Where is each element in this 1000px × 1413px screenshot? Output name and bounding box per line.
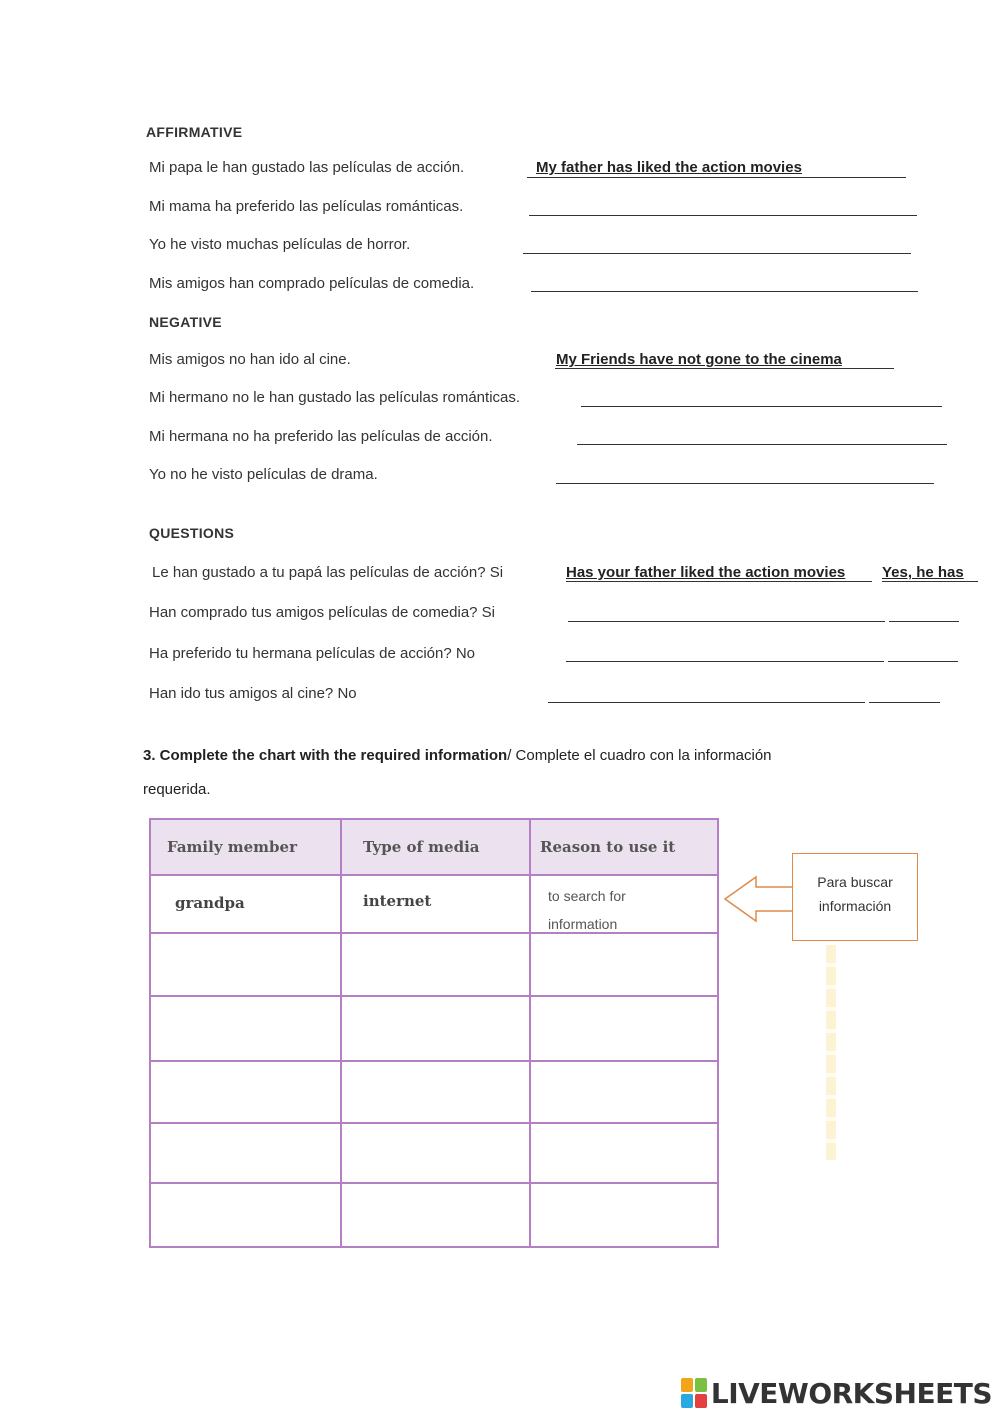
affirmative-heading: AFFIRMATIVE (146, 124, 243, 140)
left-arrow-icon (722, 875, 796, 923)
questions-heading: QUESTIONS (149, 525, 235, 541)
negative-sentence-2: Mi hermano no le han gustado las películas románticas. (149, 389, 521, 406)
question-answer-field-4[interactable] (548, 684, 865, 703)
callout-box (792, 853, 918, 941)
negative-answer-field-4[interactable] (556, 465, 934, 484)
affirmative-answer-field-3[interactable] (523, 235, 911, 254)
callout-line2: información (818, 898, 892, 914)
chart-header-reason: Reason to use it (540, 838, 676, 856)
negative-sentence-1: Mis amigos no han ido al cine. (149, 351, 351, 368)
chart-header-family-member: Family member (167, 838, 297, 856)
chart-row-divider (151, 1182, 717, 1184)
question-short-field-3[interactable] (888, 643, 958, 662)
chart-example-reason-line2: information (548, 916, 618, 932)
question-short-field-4[interactable] (869, 684, 940, 703)
negative-answer-field-2[interactable] (581, 388, 942, 407)
negative-sentence-3: Mi hermana no ha preferido las películas de acción. (149, 428, 493, 445)
chart-row-divider (151, 932, 717, 934)
chart-header-type-of-media: Type of media (363, 838, 480, 856)
question-short-field-2[interactable] (889, 603, 959, 622)
decorative-dashed-column (826, 945, 836, 1160)
family-media-chart (149, 818, 719, 1248)
question-sentence-2: Han comprado tus amigos películas de comedia? Si (149, 604, 496, 621)
question-answer-field-3[interactable] (566, 643, 884, 662)
question-sentence-4: Han ido tus amigos al cine? No (149, 685, 357, 702)
negative-sentence-4: Yo no he visto películas de drama. (149, 466, 378, 483)
chart-row-divider (151, 1060, 717, 1062)
liveworksheets-logo-text: LIVEWORKSHEETS (710, 1376, 992, 1410)
affirmative-answer-1: My father has liked the action movies (536, 159, 802, 176)
task3-instruction-bold: 3. Complete the chart with the required information (143, 747, 508, 764)
liveworksheets-logo-icon (681, 1378, 707, 1408)
chart-example-member: grandpa (175, 894, 245, 912)
affirmative-sentence-4: Mis amigos han comprado películas de comedia. (149, 275, 475, 292)
chart-row-divider (151, 874, 717, 876)
affirmative-answer-field-2[interactable] (529, 197, 917, 216)
question-short-answer-1: Yes, he has (882, 564, 964, 581)
callout-line1: Para buscar (817, 874, 893, 890)
task3-instruction-rest: / Complete el cuadro con la información (507, 747, 772, 764)
chart-col-divider (340, 820, 342, 1246)
affirmative-sentence-1: Mi papa le han gustado las películas de acción. (149, 159, 465, 176)
task3-instruction-line2: requerida. (143, 781, 211, 798)
negative-heading: NEGATIVE (149, 314, 222, 330)
task3-instruction (143, 747, 772, 764)
question-sentence-1: Le han gustado a tu papá las películas de acción? Si (152, 564, 504, 581)
chart-example-reason-line1: to search for (548, 888, 626, 904)
negative-answer-1: My Friends have not gone to the cinema (556, 351, 842, 368)
affirmative-sentence-2: Mi mama ha preferido las películas románticas. (149, 198, 464, 215)
chart-example-media: internet (363, 892, 432, 910)
negative-answer-field-3[interactable] (577, 426, 947, 445)
chart-example-reason (548, 882, 626, 938)
question-answer-field-2[interactable] (568, 603, 885, 622)
liveworksheets-logo (681, 1376, 992, 1410)
chart-col-divider (529, 820, 531, 1246)
chart-row-divider (151, 995, 717, 997)
affirmative-sentence-3: Yo he visto muchas películas de horror. (149, 236, 411, 253)
affirmative-answer-field-4[interactable] (531, 273, 918, 292)
chart-row-divider (151, 1122, 717, 1124)
question-answer-1: Has your father liked the action movies (566, 564, 846, 581)
question-sentence-3: Ha preferido tu hermana películas de acción? No (149, 645, 476, 662)
